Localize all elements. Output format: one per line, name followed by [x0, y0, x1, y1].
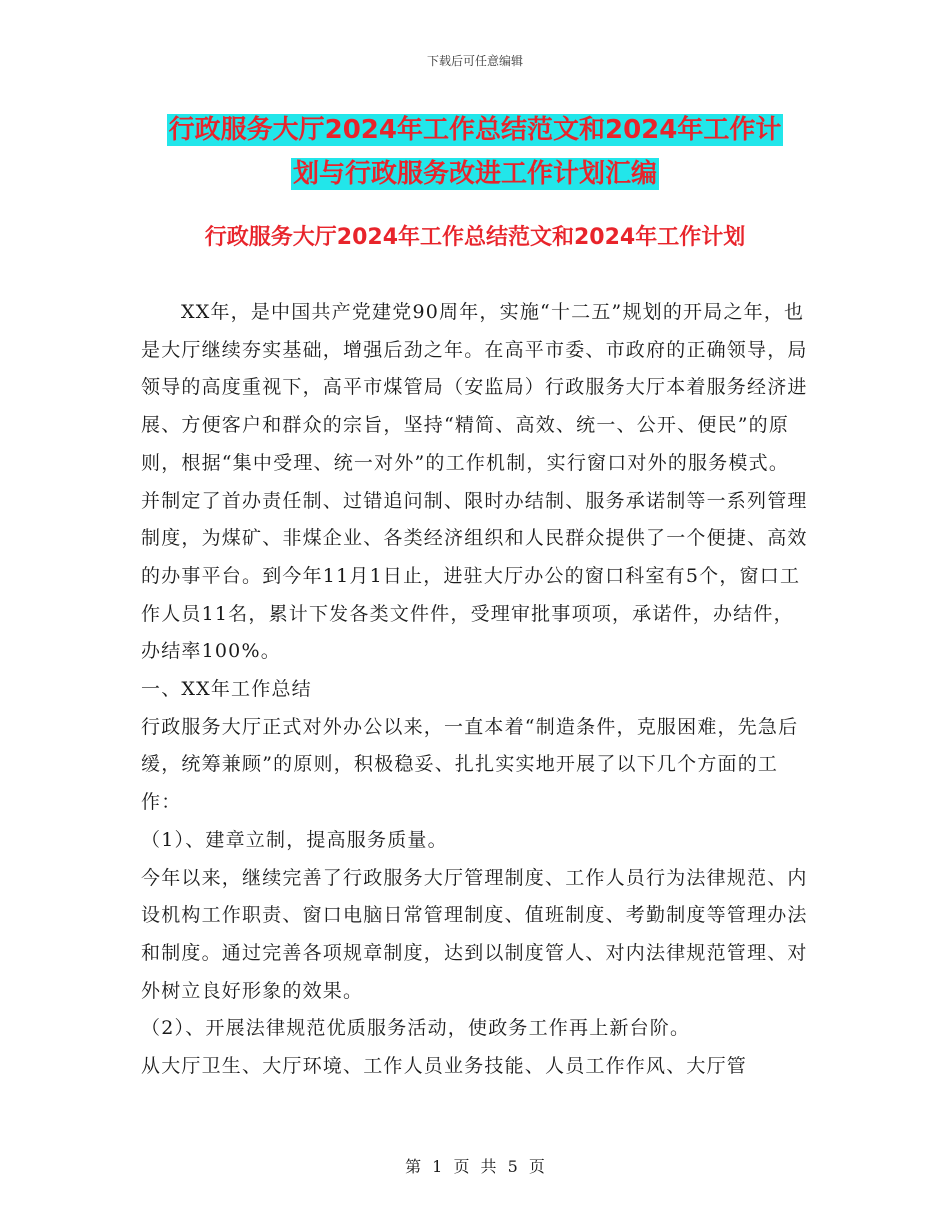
title-line-1: 行政服务大厅2024年工作总结范文和2024年工作计: [168, 115, 782, 145]
title-line-2: 划与行政服务改进工作计划汇编: [292, 159, 657, 189]
heading-summary: 一、XX年工作总结: [141, 678, 312, 701]
page-footer: 第 1 页 共 5 页: [405, 1157, 545, 1176]
section-title: 行政服务大厅2024年工作总结范文和2024年工作计划: [204, 225, 746, 250]
paragraph-overview: 行政服务大厅正式对外办公以来，一直本着“制造条件，克服困难，先急后缓，统筹兼顾”的原则，积极稳妥、扎扎实实地开展了以下几个方面的工作：: [141, 715, 799, 814]
paragraph-item-2: 从大厅卫生、大厅环境、工作人员业务技能、人员工作作风、大厅管: [141, 1055, 748, 1078]
heading-item-1: （1）、建章立制，提高服务质量。: [141, 828, 448, 851]
paragraph-intro: XX年，是中国共产党建党90周年，实施“十二五”规划的开局之年，也是大厅继续夯实基础，增强后劲之年。在高平市委、市政府的正确领导，局领导的高度重视下，高平市煤管局（安监局）行政服务大厅本着服务经济进展、方便客户和群众的宗旨，坚持“精简、高效、统一、公开、便民”的原则，根据“集中受理、统一对外”的工作机制，实行窗口对外的服务模式。并制定了首办责任制、过错追问制、限时办结制、服务承诺制等一系列管理制度，为煤矿、非煤企业、各类经济组织和人民群众提供了一个便捷、高效的办事平台。到今年11月1日止，进驻大厅办公的窗口科室有5个，窗口工作人员11名，累计下发各类文件件，受理审批事项项，承诺件，办结件，办结率100%。: [141, 301, 808, 663]
document-title: [140, 108, 810, 196]
document-body: [141, 294, 809, 1086]
paragraph-item-1: 今年以来，继续完善了行政服务大厅管理制度、工作人员行为法律规范、内设机构工作职责、窗口电脑日常管理制度、值班制度、考勤制度等管理办法和制度。通过完善各项规章制度，达到以制度管人、对内法律规范管理、对外树立良好形象的效果。: [141, 866, 808, 1002]
heading-item-2: （2）、开展法律规范优质服务活动，使政务工作再上新台阶。: [141, 1017, 691, 1040]
header-note: 下载后可任意编辑: [426, 54, 523, 68]
